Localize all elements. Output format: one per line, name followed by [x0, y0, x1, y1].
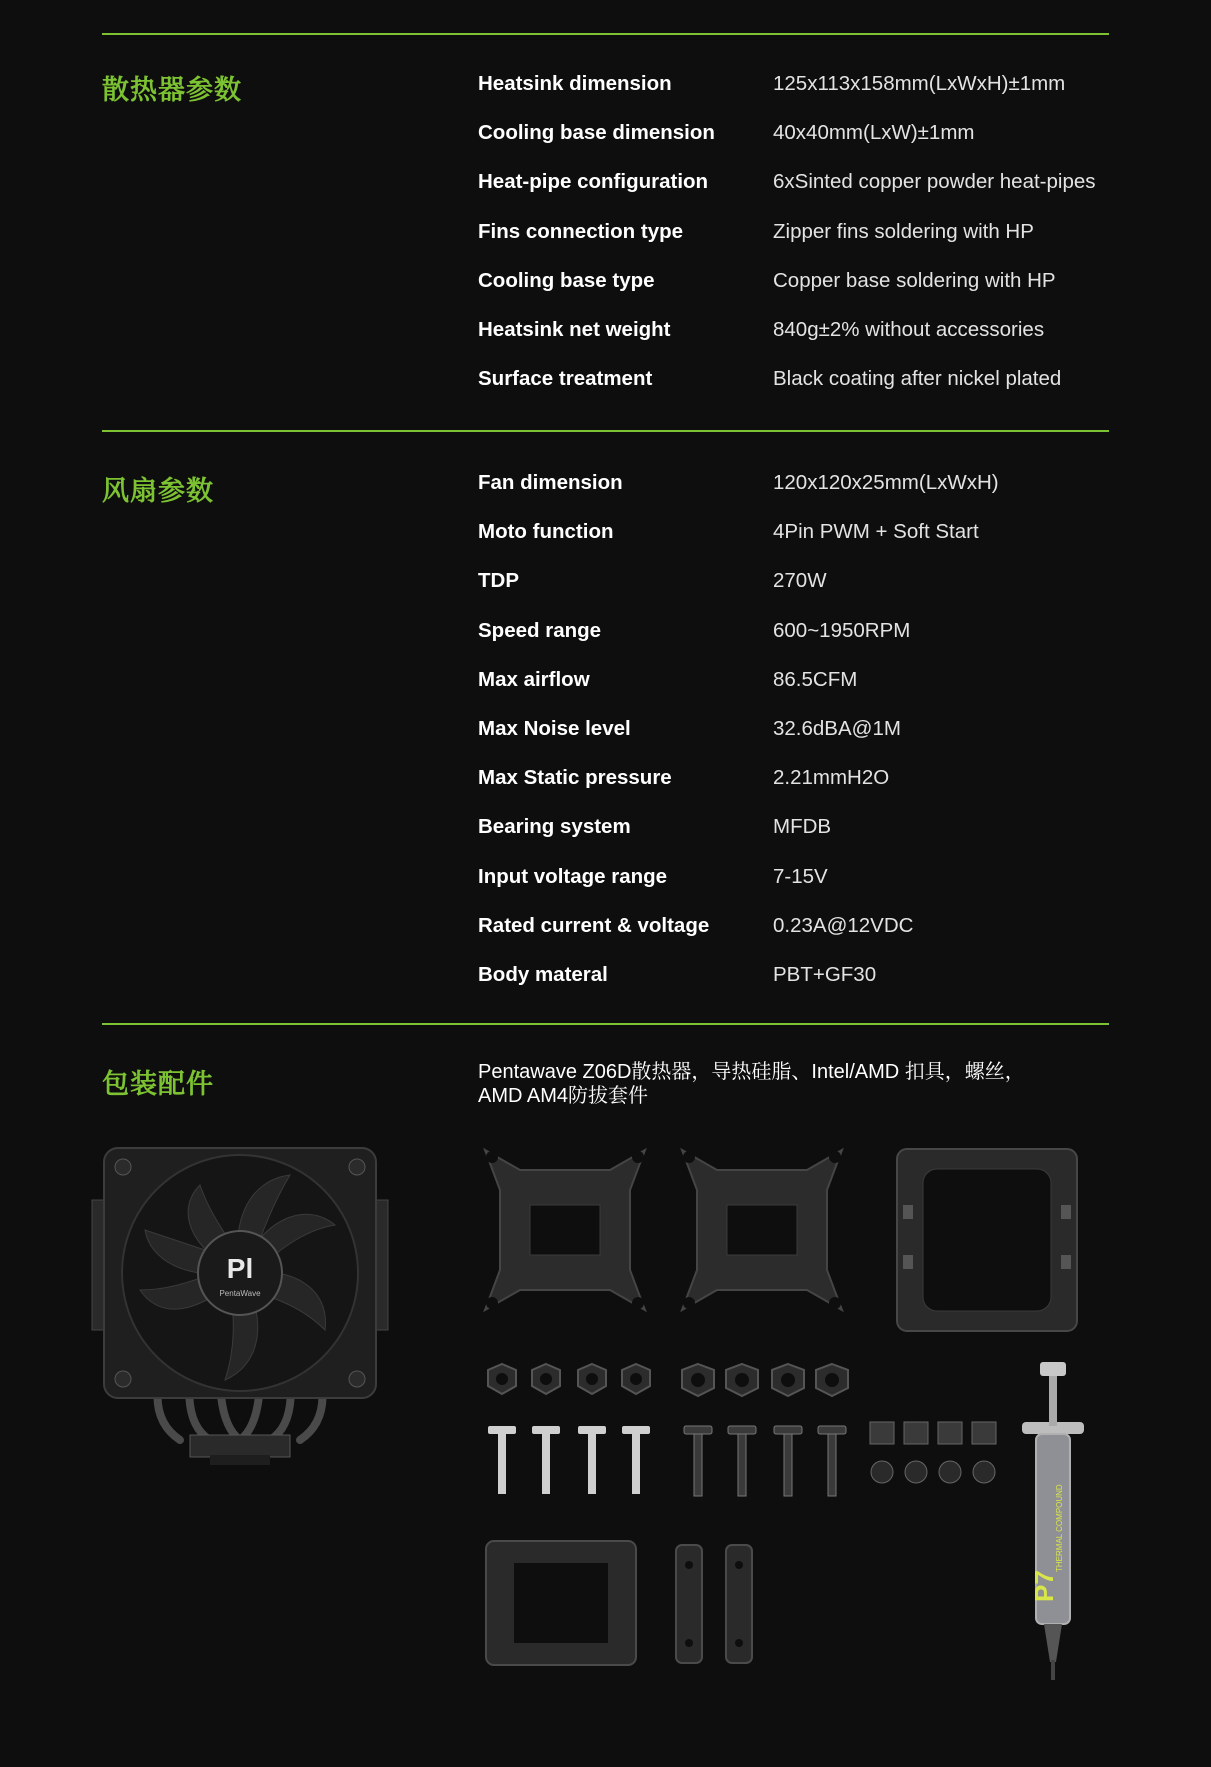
spec-row	[478, 815, 1118, 864]
paste-label: THERMAL COMPOUND	[1055, 1484, 1064, 1572]
spec-value: 840g±2% without accessories	[773, 317, 1045, 341]
spec-value: 0.23A@12VDC	[773, 913, 914, 937]
spec-value: 6xSinted copper powder heat-pipes	[773, 170, 1096, 194]
screw-icon	[868, 1420, 998, 1500]
spec-label: Rated current & voltage	[478, 913, 710, 937]
spec-value: 4Pin PWM + Soft Start	[773, 520, 979, 544]
section-title-heatsink: 散热器参数	[102, 75, 242, 105]
spec-row	[478, 318, 1118, 367]
spec-value: 2.21mmH2O	[773, 766, 890, 790]
spec-label: TDP	[478, 569, 519, 593]
spec-label: Body materal	[478, 962, 608, 986]
spec-row	[478, 914, 1118, 963]
spec-value: Zipper fins soldering with HP	[773, 219, 1034, 243]
divider-package	[102, 1023, 1109, 1025]
package-contents-text	[478, 1060, 1098, 1108]
spec-value: 40x40mm(LxW)±1mm	[773, 121, 975, 145]
divider-fan	[102, 430, 1109, 432]
spec-label: Surface treatment	[478, 367, 653, 391]
spec-value: 7-15V	[773, 864, 828, 888]
spec-row	[478, 170, 1118, 219]
spec-label: Fan dimension	[478, 471, 623, 494]
thermal-paste-syringe-image	[1018, 1362, 1088, 1682]
spec-label: Cooling base dimension	[478, 121, 715, 145]
spec-label: Heat-pipe configuration	[478, 170, 709, 194]
spec-label: Cooling base type	[478, 268, 655, 292]
logo-text: PentaWave	[219, 1289, 261, 1298]
mounting-bracket-image	[480, 1535, 770, 1670]
spec-value: MFDB	[773, 815, 832, 839]
spec-label: Fins connection type	[478, 219, 684, 243]
spec-row	[478, 72, 1118, 121]
divider-heatsink	[102, 33, 1109, 35]
spec-row	[478, 619, 1118, 668]
spec-label: Speed range	[478, 618, 602, 642]
cpu-cooler-image	[90, 1140, 390, 1480]
spec-value: 86.5CFM	[773, 667, 858, 691]
spec-row	[478, 569, 1118, 618]
spec-row	[478, 367, 1118, 416]
spec-value: Copper base soldering with HP	[773, 268, 1056, 292]
spec-label: Max Static pressure	[478, 766, 672, 790]
spec-row	[478, 269, 1118, 318]
spec-row	[478, 471, 1118, 520]
spec-label: Moto function	[478, 520, 614, 544]
standoff-nut-icon	[480, 1360, 850, 1510]
spec-value: Black coating after nickel plated	[773, 367, 1062, 391]
spec-row	[478, 121, 1118, 170]
package-contents-line-1: Pentawave Z06D散热器，导热硅脂、Intel/AMD 扣具，螺丝，	[478, 1061, 1025, 1083]
package-contents-line-2: AMD AM4防拔套件	[478, 1085, 649, 1107]
spec-value: 120x120x25mm(LxWxH)	[773, 471, 999, 494]
spec-row	[478, 865, 1118, 914]
spec-row	[478, 520, 1118, 569]
backplate-image	[475, 1140, 655, 1320]
spec-row	[478, 668, 1118, 717]
spec-row	[478, 963, 1118, 1012]
spec-value: 32.6dBA@1M	[773, 716, 901, 740]
spec-label: Max airflow	[478, 667, 590, 691]
spec-row	[478, 220, 1118, 269]
spec-label: Bearing system	[478, 815, 631, 839]
mounting-bracket-image	[893, 1145, 1081, 1335]
spec-value: 600~1950RPM	[773, 618, 911, 642]
section-title-fan: 风扇参数	[102, 476, 214, 506]
fan-spec-list	[478, 471, 1118, 1012]
backplate-image	[672, 1140, 852, 1320]
spec-label: Heatsink net weight	[478, 317, 671, 341]
spec-row	[478, 766, 1118, 815]
spec-value: PBT+GF30	[773, 962, 877, 986]
spec-value: 125x113x158mm(LxWxH)±1mm	[773, 72, 1066, 95]
heatsink-spec-list	[478, 72, 1118, 416]
logo-mark: Pl	[226, 1253, 254, 1284]
spec-label: Heatsink dimension	[478, 72, 672, 95]
spec-value: 270W	[773, 569, 827, 593]
spec-label: Max Noise level	[478, 716, 631, 740]
spec-label: Input voltage range	[478, 864, 668, 888]
section-title-package: 包装配件	[102, 1069, 214, 1099]
spec-row	[478, 717, 1118, 766]
paste-brand: P7	[1029, 1570, 1059, 1602]
